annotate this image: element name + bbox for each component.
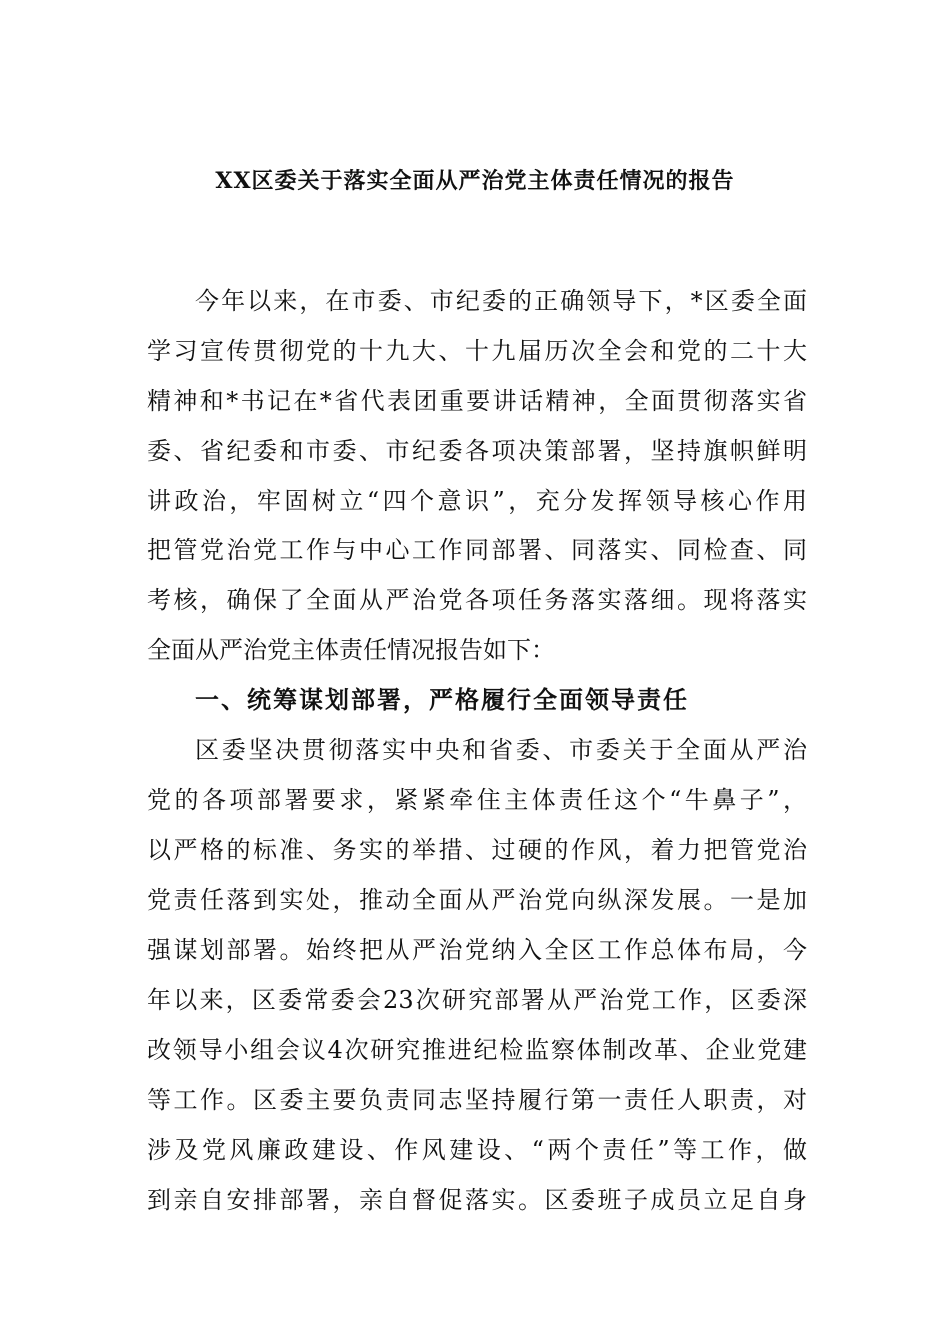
document-title: XX区委关于落实全面从严治党主体责任情况的报告 <box>215 168 735 194</box>
paragraph-line: 改领导小组会议4次研究推进纪检监察体制改革、企业党建 <box>147 1036 807 1064</box>
paragraph-line: 年以来，区委常委会23次研究部署从严治党工作，区委深 <box>147 986 807 1014</box>
paragraph-line: 委、省纪委和市委、市纪委各项决策部署，坚持旗帜鲜明 <box>147 437 807 465</box>
paragraph-line: 精神和*书记在*省代表团重要讲话精神，全面贯彻落实省 <box>147 387 807 415</box>
paragraph-line: 党责任落到实处，推动全面从严治党向纵深发展。一是加 <box>147 886 807 914</box>
paragraph-line: 把管党治党工作与中心工作同部署、同落实、同检查、同 <box>147 536 807 564</box>
paragraph-line: 等工作。区委主要负责同志坚持履行第一责任人职责，对 <box>147 1086 807 1114</box>
paragraph-line: 全面从严治党主体责任情况报告如下： <box>147 636 555 664</box>
paragraph-line: 学习宣传贯彻党的十九大、十九届历次全会和党的二十大 <box>147 337 807 365</box>
paragraph-line: 考核，确保了全面从严治党各项任务落实落细。现将落实 <box>147 586 807 614</box>
section-heading: 一、统筹谋划部署，严格履行全面领导责任 <box>195 685 689 714</box>
paragraph-line: 党的各项部署要求，紧紧牵住主体责任这个“牛鼻子”， <box>147 786 807 814</box>
paragraph-line: 区委坚决贯彻落实中央和省委、市委关于全面从严治 <box>195 736 807 764</box>
paragraph-line: 到亲自安排部署，亲自督促落实。区委班子成员立足自身 <box>147 1186 807 1214</box>
paragraph-line: 强谋划部署。始终把从严治党纳入全区工作总体布局，今 <box>147 936 807 964</box>
paragraph-line: 今年以来，在市委、市纪委的正确领导下，*区委全面 <box>195 287 807 315</box>
paragraph-line: 涉及党风廉政建设、作风建设、“两个责任”等工作，做 <box>147 1136 807 1164</box>
paragraph-line: 以严格的标准、务实的举措、过硬的作风，着力把管党治 <box>147 836 807 864</box>
paragraph-line: 讲政治，牢固树立“四个意识”，充分发挥领导核心作用 <box>147 487 807 515</box>
